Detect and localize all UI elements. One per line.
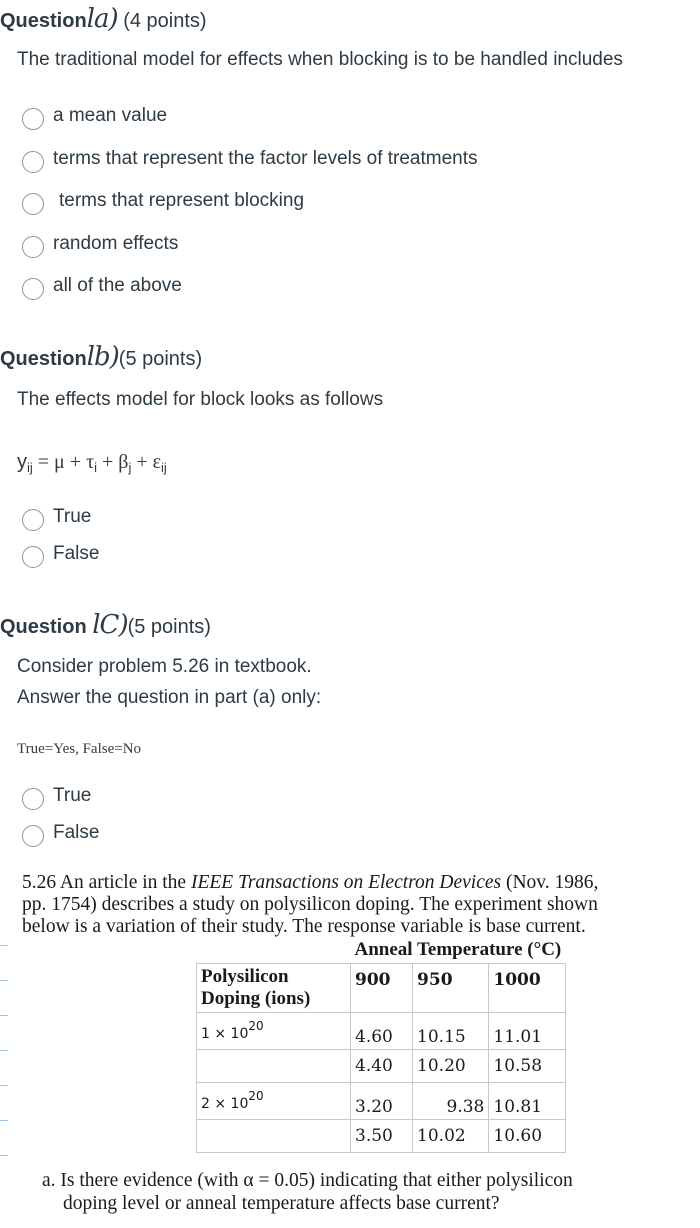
margin-mark (0, 1050, 8, 1051)
part-a-question-line-1: a. Is there evidence (with α = 0.05) indicating that either polysilicon (42, 1170, 573, 1191)
data-cell: 10.60 (489, 1120, 565, 1153)
question-label: Question (0, 616, 87, 638)
option-radio-true[interactable] (22, 788, 44, 810)
row-header-line: Polysilicon (201, 966, 289, 987)
effects-formula (17, 451, 167, 475)
table-corner (197, 937, 351, 964)
option-radio-random-effects[interactable] (22, 236, 44, 258)
temp-header: 900 (351, 964, 413, 1013)
formula-part: + β (97, 451, 129, 473)
journal-title: IEEE Transactions on Electron Devices (190, 872, 502, 893)
option-radio-treatment-terms[interactable] (22, 151, 44, 173)
formula-y: y (17, 451, 27, 473)
handwritten-number: lb) (86, 342, 119, 372)
formula-part: = μ + τ (32, 451, 95, 473)
table-row (197, 1120, 566, 1153)
formula-part: + ε (131, 451, 162, 473)
textbook-line-1 (22, 872, 598, 894)
data-cell: 10.58 (489, 1050, 565, 1083)
question-points: (5 points) (127, 616, 211, 638)
data-cell: 9.38 (413, 1083, 489, 1120)
data-cell: 3.20 (351, 1083, 413, 1120)
question-1c-prompt-line1: Consider problem 5.26 in textbook. (17, 656, 312, 677)
question-label: Question (0, 10, 87, 32)
margin-mark (0, 945, 8, 946)
formula-sub: j (128, 460, 132, 475)
question-1b-prompt: The effects model for block looks as follows (17, 389, 384, 410)
temp-header: 1000 (489, 964, 565, 1013)
doping-cell (197, 1120, 351, 1153)
margin-mark (0, 1155, 8, 1156)
formula-sub: ij (161, 460, 167, 475)
handwritten-number: la) (86, 4, 118, 34)
doping-cell (197, 1050, 351, 1083)
handwritten-number: lC) (92, 610, 128, 640)
anneal-temperature-table (196, 937, 566, 1153)
doping-cell (197, 1013, 351, 1050)
question-1a-header (0, 4, 207, 34)
question-1b-header (0, 342, 202, 372)
textbook-line-3: below is a variation of their study. The response variable is base current. (22, 916, 586, 937)
table-row (197, 1013, 566, 1050)
margin-mark (0, 1015, 8, 1016)
question-label: Question (0, 348, 87, 370)
option-radio-mean-value[interactable] (22, 108, 44, 130)
option-label[interactable]: False (53, 822, 100, 843)
option-label[interactable]: terms that represent the factor levels of treatments (53, 148, 478, 169)
data-cell: 3.50 (351, 1120, 413, 1153)
formula-sub: ij (27, 460, 33, 475)
question-points: (5 points) (118, 348, 203, 370)
question-points: (4 points) (123, 10, 207, 32)
margin-mark (0, 980, 8, 981)
data-cell: 10.15 (413, 1013, 489, 1050)
option-radio-false[interactable] (22, 825, 44, 847)
doping-exponent: 20 (248, 1019, 264, 1033)
data-cell: 10.20 (413, 1050, 489, 1083)
option-label[interactable]: terms that represent blocking (59, 190, 305, 211)
margin-mark (0, 1120, 8, 1121)
option-label[interactable]: all of the above (53, 275, 182, 296)
table-row (197, 1050, 566, 1083)
text-segment: (Nov. 1986, (501, 872, 599, 893)
doping-value: 1 × 10 (201, 1026, 249, 1042)
option-radio-all-above[interactable] (22, 278, 44, 300)
question-1c-header (0, 610, 211, 640)
answer-note: True=Yes, False=No (17, 741, 142, 757)
row-header (197, 964, 351, 1013)
formula-sub: i (94, 460, 97, 475)
doping-value: 2 × 10 (201, 1096, 249, 1112)
option-label[interactable]: False (53, 543, 100, 564)
data-cell: 4.60 (351, 1013, 413, 1050)
data-cell: 10.81 (489, 1083, 565, 1120)
option-radio-blocking-terms[interactable] (22, 193, 44, 215)
doping-cell (197, 1083, 351, 1120)
margin-mark (0, 1085, 8, 1086)
temp-header: 950 (413, 964, 489, 1013)
text-segment: 5.26 An article in the (22, 872, 191, 893)
table-title: Anneal Temperature (°C) (351, 937, 566, 964)
question-1a-prompt: The traditional model for effects when blocking is to be handled includes (17, 49, 623, 70)
row-header-line: Doping (ions) (201, 988, 311, 1009)
textbook-line-2: pp. 1754) describes a study on polysilicon doping. The experiment shown (22, 894, 598, 915)
doping-exponent: 20 (248, 1089, 264, 1103)
option-label[interactable]: a mean value (53, 105, 168, 126)
data-cell: 4.40 (351, 1050, 413, 1083)
table-row (197, 1083, 566, 1120)
option-label[interactable]: True (53, 506, 92, 527)
option-label[interactable]: True (53, 785, 92, 806)
data-cell: 11.01 (489, 1013, 565, 1050)
option-radio-true[interactable] (22, 509, 44, 531)
option-radio-false[interactable] (22, 546, 44, 568)
option-label[interactable]: random effects (53, 233, 179, 254)
data-cell: 10.02 (413, 1120, 489, 1153)
part-a-question-line-2: doping level or anneal temperature affects base current? (63, 1193, 500, 1214)
question-1c-prompt-line2: Answer the question in part (a) only: (17, 687, 322, 708)
